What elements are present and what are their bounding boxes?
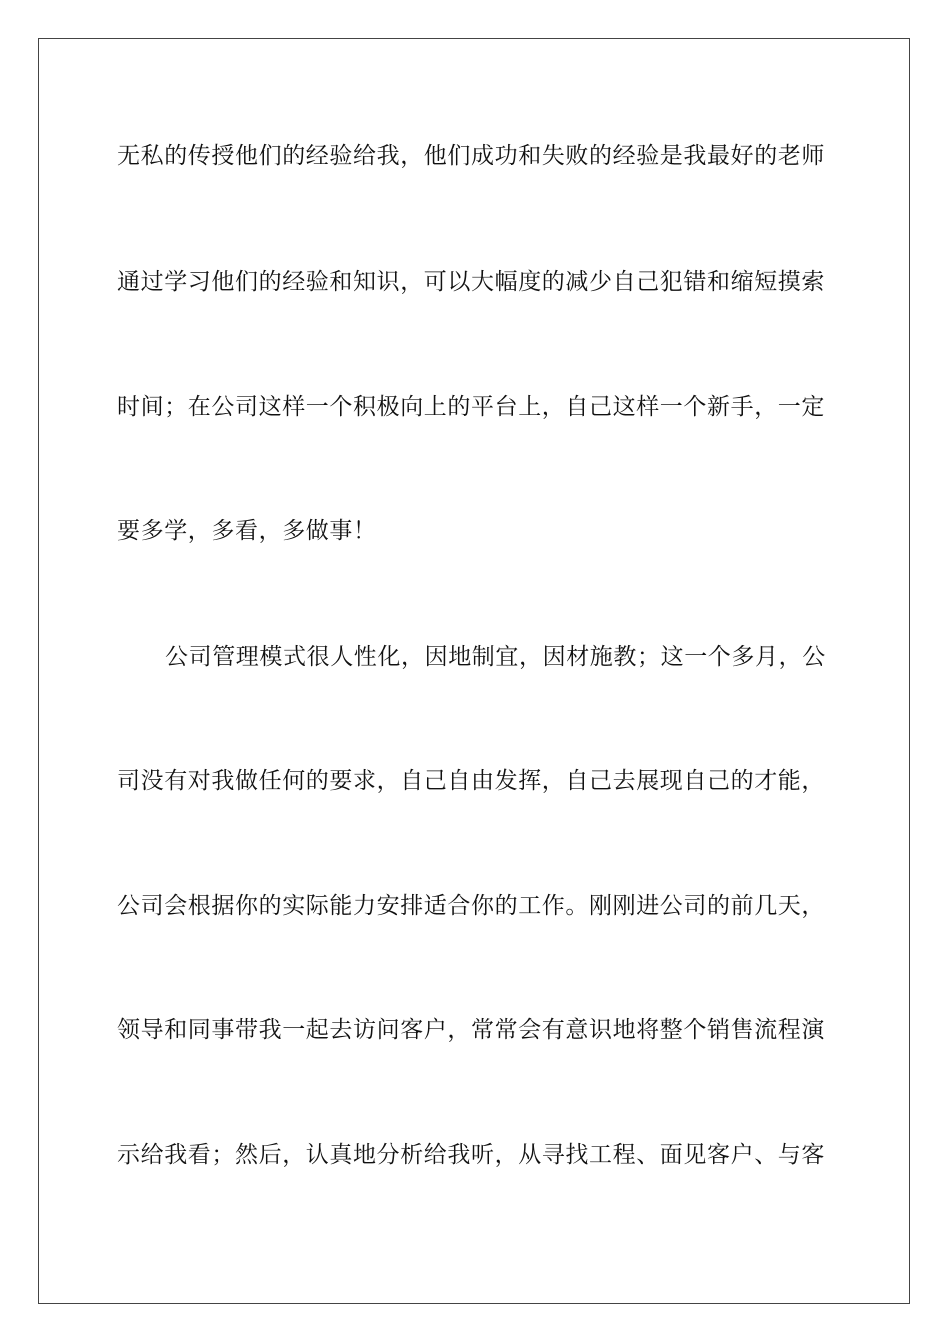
paragraph-line: 通过学习他们的经验和知识，可以大幅度的减少自己犯错和缩短摸索 — [117, 269, 825, 295]
paragraph-line: 领导和同事带我一起去访问客户，常常会有意识地将整个销售流程演 — [117, 1017, 825, 1043]
paragraph-line: 司没有对我做任何的要求，自己自由发挥，自己去展现自己的才能， — [117, 768, 825, 794]
paragraph-line: 要多学，多看，多做事！ — [117, 518, 377, 544]
paragraph-line-indented: 公司管理模式很人性化，因地制宜，因材施教；这一个多月，公 — [165, 644, 826, 670]
paragraph-line: 公司会根据你的实际能力安排适合你的工作。刚刚进公司的前几天， — [117, 893, 825, 919]
paragraph-line: 示给我看；然后，认真地分析给我听，从寻找工程、面见客户、与客 — [117, 1142, 825, 1168]
page-frame — [38, 38, 910, 1304]
paragraph-line: 时间；在公司这样一个积极向上的平台上，自己这样一个新手，一定 — [117, 394, 825, 420]
paragraph-line: 无私的传授他们的经验给我，他们成功和失败的经验是我最好的老师 — [117, 143, 825, 169]
